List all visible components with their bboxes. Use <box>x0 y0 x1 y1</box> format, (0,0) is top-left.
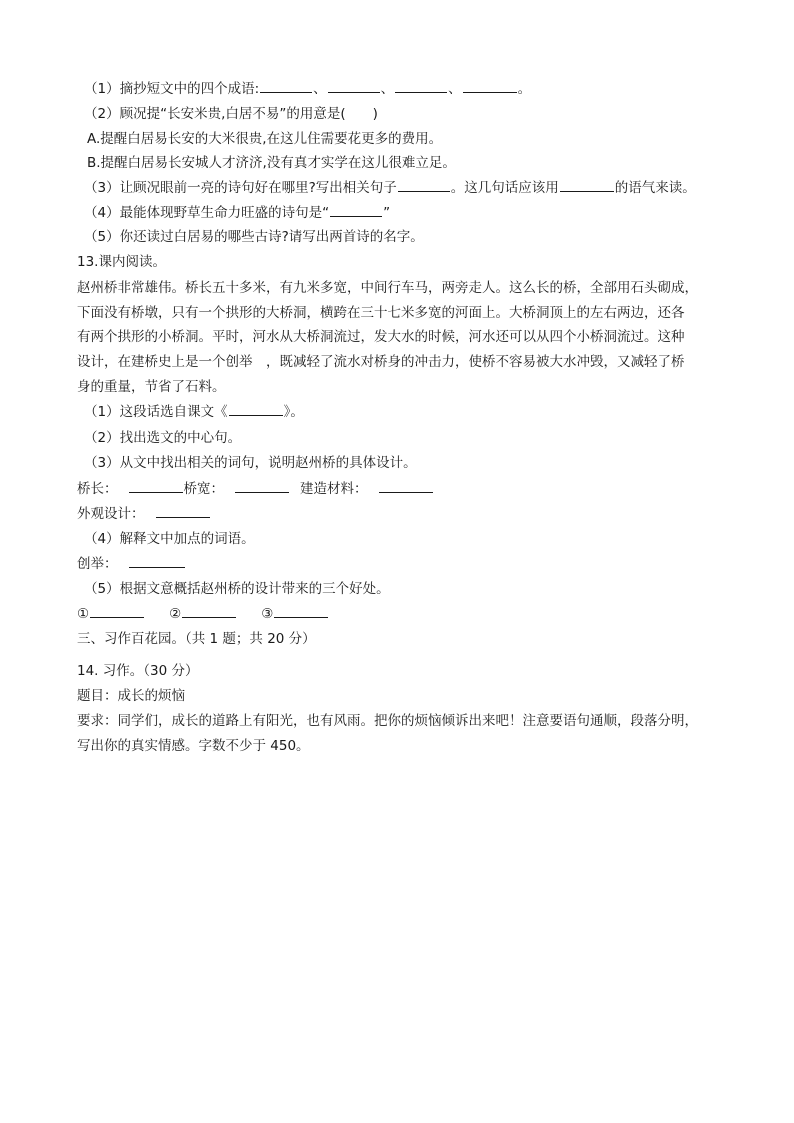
q13-term-field <box>77 555 734 573</box>
section3-heading: 三、习作百花园。（共 1 题；共 20 分） <box>77 631 316 647</box>
q13-title: 13.课内阅读。 <box>77 254 166 270</box>
answer-blank-material[interactable] <box>379 480 433 493</box>
closing-quote: ” <box>383 205 391 221</box>
answer-blank-term[interactable] <box>129 555 185 568</box>
q14-requirement-1: 要求：同学们，成长的道路上有阳光，也有风雨。把你的烦恼倾诉出来吧！注意要语句通顺，段落分明， <box>77 713 698 729</box>
passage-line: 赵州桥非常雄伟。桥长五十多米，有九米多宽，中间行车马，两旁走人。这么长的桥，全部用石头砌成， <box>77 280 698 296</box>
answer-blank-benefit-3[interactable] <box>274 605 328 618</box>
q12-sub2: （2）顾况提“长安米贵,白居不易”的用意是( ) <box>84 106 378 122</box>
term-label: 创举： <box>77 556 118 572</box>
answer-blank-lesson-title[interactable] <box>229 403 283 416</box>
answer-blank-tone[interactable] <box>560 179 614 192</box>
answer-blank-idiom-1[interactable] <box>260 80 312 93</box>
answer-blank-look[interactable] <box>156 505 210 518</box>
q13-sub1-text: （1）这段话选自课文《 <box>84 404 228 420</box>
answer-blank-idiom-2[interactable] <box>328 80 380 93</box>
separator: 、 <box>313 81 327 97</box>
q13-design-fields <box>77 480 734 498</box>
q12-sub1-text: （1）摘抄短文中的四个成语: <box>84 81 260 97</box>
q12-sub3 <box>84 179 734 197</box>
q13-sub5: （5）根据文意概括赵州桥的设计带来的三个好处。 <box>84 581 390 597</box>
q14-topic: 题目：成长的烦恼 <box>77 688 185 704</box>
answer-blank-benefit-1[interactable] <box>90 605 144 618</box>
look-label: 外观设计： <box>77 506 145 522</box>
separator: 、 <box>380 81 395 97</box>
q12-sub3-text-c: 的语气来读。 <box>614 180 696 196</box>
q13-sub2: （2）找出选文的中心句。 <box>84 430 242 446</box>
answer-blank-length[interactable] <box>129 480 183 493</box>
passage-line: 设计，在建桥史上是一个创举 ，既减轻了流水对桥身的冲击力，使桥不容易被大水冲毁，又减轻了桥 <box>77 354 685 370</box>
q13-sub1-text-b: 》。 <box>283 404 304 420</box>
answer-blank-idiom-4[interactable] <box>463 80 517 93</box>
q14-requirement-2: 写出你的真实情感。字数不少于 450。 <box>77 738 310 754</box>
marker-1: ① <box>77 606 90 622</box>
q13-benefits <box>77 605 734 623</box>
q12-option-a[interactable]: A.提醒白居易长安的大米很贵,在这儿住需要花更多的费用。 <box>87 131 443 147</box>
answer-blank-benefit-2[interactable] <box>182 605 236 618</box>
answer-blank-width[interactable] <box>235 480 289 493</box>
passage-line: 身的重量，节省了石料。 <box>77 379 226 395</box>
answer-blank-sentence[interactable] <box>398 179 450 192</box>
q12-sub4 <box>84 204 734 222</box>
separator: 、 <box>448 81 462 97</box>
length-label: 桥长： <box>77 481 118 497</box>
material-label: 建造材料： <box>300 481 368 497</box>
width-label: 桥宽： <box>183 481 224 497</box>
q12-sub3-text: （3）让顾况眼前一亮的诗句好在哪里?写出相关句子 <box>84 180 397 196</box>
q14-title: 14. 习作。（30 分） <box>77 663 199 679</box>
q13-sub3: （3）从文中找出相关的词句，说明赵州桥的具体设计。 <box>84 455 417 471</box>
marker-3: ③ <box>261 606 274 622</box>
q12-sub3-text-b: 。这几句话应该用 <box>450 180 559 196</box>
answer-blank-idiom-3[interactable] <box>395 80 447 93</box>
q12-sub4-text: （4）最能体现野草生命力旺盛的诗句是“ <box>84 205 330 221</box>
passage-line: 有两个拱形的小桥洞。平时，河水从大桥洞流过，发大水的时候，河水还可以从四个小桥洞流过。这种 <box>77 329 685 345</box>
q12-option-b[interactable]: B.提醒白居易长安城人才济济,没有真才实学在这儿很难立足。 <box>87 155 456 171</box>
q13-look-field <box>77 505 734 523</box>
q12-sub1 <box>84 80 734 98</box>
q13-sub4: （4）解释文中加点的词语。 <box>84 531 255 547</box>
q12-sub5: （5）你还读过白居易的哪些古诗?请写出两首诗的名字。 <box>84 229 424 245</box>
passage-line: 下面没有桥墩，只有一个拱形的大桥洞，横跨在三十七米多宽的河面上。大桥洞顶上的左右两边，还各 <box>77 305 685 321</box>
q13-sub1 <box>84 403 734 421</box>
marker-2: ② <box>169 606 182 622</box>
period: 。 <box>517 81 532 97</box>
answer-blank-poem-line[interactable] <box>330 204 382 217</box>
